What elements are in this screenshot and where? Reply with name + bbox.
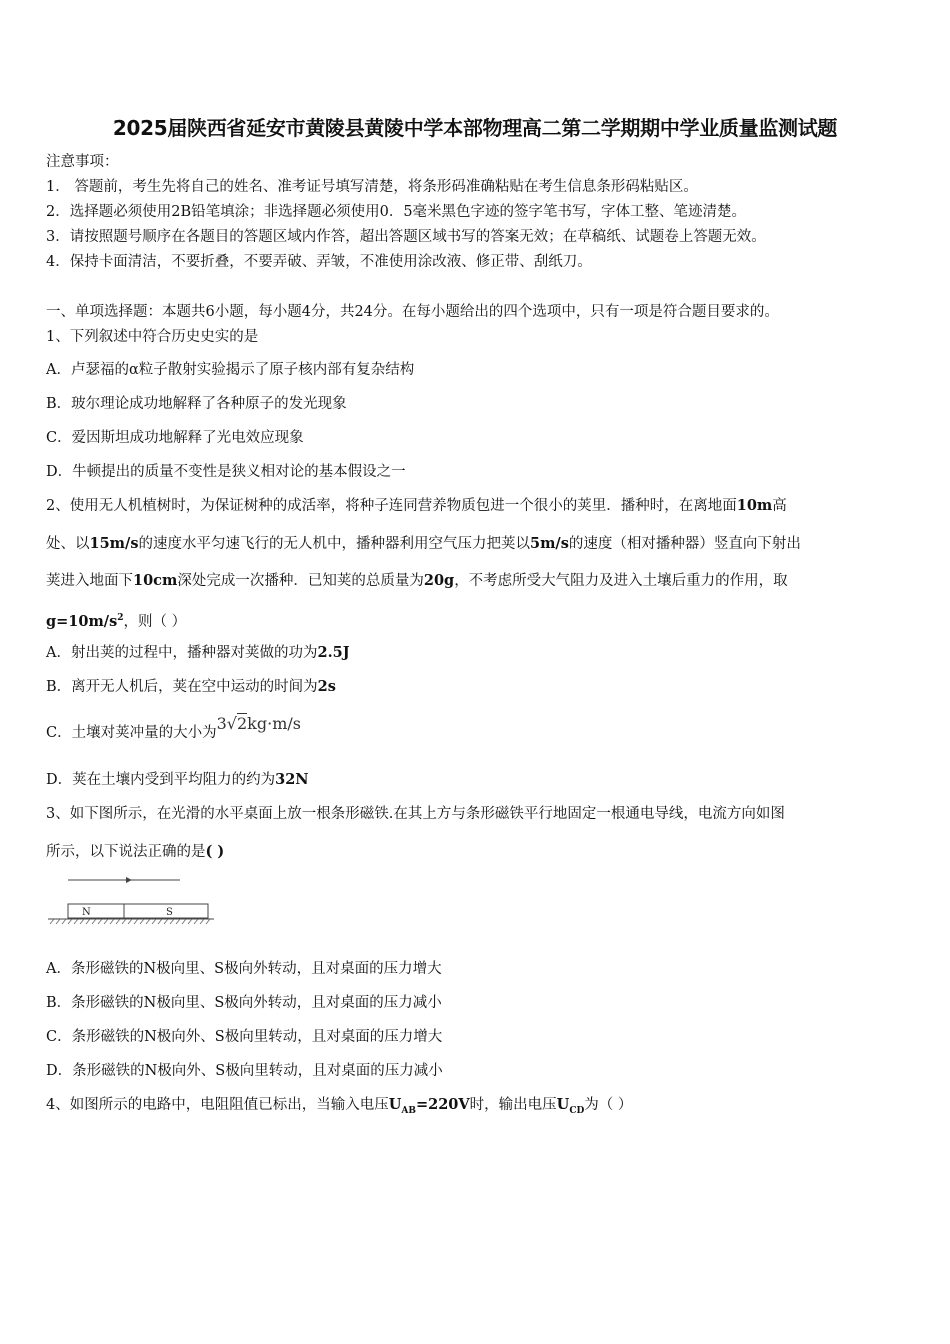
- q2-option-c-radicand: 2: [236, 714, 248, 733]
- q2-text-4b: ，则（ ）: [123, 613, 187, 630]
- q2-gravity: g=10m/s: [46, 612, 118, 630]
- notice-item-1: 1． 答题前，考生先将自己的姓名、准考证号填写清楚，将条形码准确粘贴在考生信息条形码粘贴区。: [46, 179, 698, 195]
- q2-option-d-value: 32N: [275, 771, 309, 788]
- notice-item-4: 4．保持卡面清洁，不要折叠，不要弄破、弄皱，不准使用涂改液、修正带、刮纸刀。: [46, 254, 592, 270]
- magnet-figure: [46, 872, 216, 928]
- notice-item-3: 3．请按照题号顺序在各题目的答题区域内作答，超出答题区域书写的答案无效；在草稿纸、试题卷上答题无效。: [46, 229, 766, 245]
- q4-ucd: U: [556, 1096, 570, 1113]
- magnet-s-label: S: [166, 907, 173, 918]
- q2-stem-line1-text: 2、使用无人机植树时，为保证树种的成活率，将种子连同营养物质包进一个很小的荚里．播种时，在离地面: [46, 498, 737, 514]
- q4-stem: [46, 1095, 632, 1121]
- q2-gravity-exp: 2: [117, 613, 124, 623]
- q2-option-b-value: 2s: [317, 678, 336, 695]
- q2-eject-speed: 5m/s: [529, 535, 569, 552]
- q3-answer-bracket: ( ): [205, 843, 225, 860]
- q1-option-d: D．牛顿提出的质量不变性是狭义相对论的基本假设之一: [46, 464, 406, 480]
- q4-ucd-sub: CD: [569, 1105, 585, 1116]
- q2-mass: 20g: [423, 572, 455, 589]
- sqrt-icon: √: [226, 714, 237, 733]
- q2-option-c-text: C．土壤对荚冲量的大小为: [46, 725, 217, 741]
- q3-option-b: B．条形磁铁的N极向里、S极向外转动，且对桌面的压力减小: [46, 995, 442, 1011]
- q2-stem-line1-end: 高: [772, 498, 787, 514]
- q2-option-c: [46, 714, 301, 743]
- q3-option-a: A．条形磁铁的N极向里、S极向外转动，且对桌面的压力增大: [46, 961, 442, 977]
- q2-depth: 10cm: [133, 572, 178, 589]
- q2-stem-line3: [46, 571, 788, 591]
- q2-text-3c: 深处完成一次播种．已知荚的总质量为: [177, 573, 424, 589]
- q2-option-a: [46, 643, 350, 663]
- q1-option-a: A．卢瑟福的α粒子散射实验揭示了原子核内部有复杂结构: [46, 362, 415, 378]
- q1-option-c: C．爱因斯坦成功地解释了光电效应现象: [46, 430, 304, 446]
- q4-uab-sub: AB: [401, 1105, 416, 1116]
- q2-text-3a: 荚进入地面下: [46, 573, 133, 589]
- q2-option-c-coef: 3: [216, 714, 227, 733]
- notice-heading: 注意事项：: [46, 154, 119, 170]
- notice-item-2: 2．选择题必须使用2B铅笔填涂；非选择题必须使用0．5毫米黑色字迹的签字笔书写，字体工整、笔迹清楚。: [46, 204, 747, 220]
- q4-text-b: 时，输出电压: [469, 1097, 557, 1113]
- q3-stem-line2-text: 所示，以下说法正确的是: [46, 844, 206, 860]
- q2-speed: 15m/s: [89, 535, 139, 552]
- q2-option-a-text: A．射出荚的过程中，播种器对荚做的功为: [46, 645, 318, 661]
- page-title: 2025届陕西省延安市黄陵县黄陵中学本部物理高二第二学期期中学业质量监测试题: [112, 116, 838, 140]
- q2-option-b-text: B．离开无人机后，荚在空中运动的时间为: [46, 679, 318, 695]
- q3-option-d: D．条形磁铁的N极向外、S极向里转动，且对桌面的压力减小: [46, 1063, 443, 1079]
- q4-text-c: 为（ ）: [584, 1097, 633, 1113]
- q4-uab: U: [388, 1096, 402, 1113]
- q4-text-a: 4、如图所示的电路中，电阻阻值已标出，当输入电压: [46, 1097, 389, 1113]
- q2-stem-line2: [46, 534, 801, 554]
- q2-stem-line1: [46, 496, 787, 516]
- q3-option-c: C．条形磁铁的N极向外、S极向里转动，且对桌面的压力增大: [46, 1029, 443, 1045]
- q2-text-c: 的速度水平匀速飞行的无人机中，播种器利用空气压力把荚以: [138, 536, 530, 552]
- q2-option-c-unit: kg·m/s: [247, 714, 301, 733]
- q2-option-a-value: 2.5J: [317, 644, 350, 661]
- table-hatching: [50, 919, 210, 924]
- q2-stem-line4: [46, 608, 186, 632]
- q2-option-c-formula: [217, 714, 301, 733]
- section-heading: 一、单项选择题：本题共6小题，每小题4分，共24分。在每小题给出的四个选项中，只有一项是符合题目要求的。: [46, 304, 779, 320]
- q1-stem: 1、下列叙述中符合历史史实的是: [46, 329, 259, 345]
- q2-height: 10m: [736, 497, 773, 514]
- q2-text-e: 的速度（相对播种器）竖直向下射出: [568, 536, 801, 552]
- q2-text-a: 处、以: [46, 536, 90, 552]
- magnet-diagram: [46, 872, 216, 928]
- q3-stem-line2: [46, 842, 224, 862]
- q2-option-d-text: D．荚在土壤内受到平均阻力的约为: [46, 772, 276, 788]
- q1-option-b: B．玻尔理论成功地解释了各种原子的发光现象: [46, 396, 347, 412]
- q2-option-d: [46, 770, 309, 790]
- q4-uab-value: =220V: [415, 1096, 470, 1113]
- q2-text-3e: ，不考虑所受大气阻力及进入土壤后重力的作用，取: [454, 573, 788, 589]
- current-arrow-icon: [126, 877, 132, 883]
- magnet-north-half: [68, 904, 124, 918]
- magnet-n-label: N: [82, 907, 91, 918]
- q2-option-b: [46, 677, 336, 697]
- q3-stem-line1: 3、如下图所示，在光滑的水平桌面上放一根条形磁铁.在其上方与条形磁铁平行地固定一根通电导线，电流方向如图: [46, 806, 785, 822]
